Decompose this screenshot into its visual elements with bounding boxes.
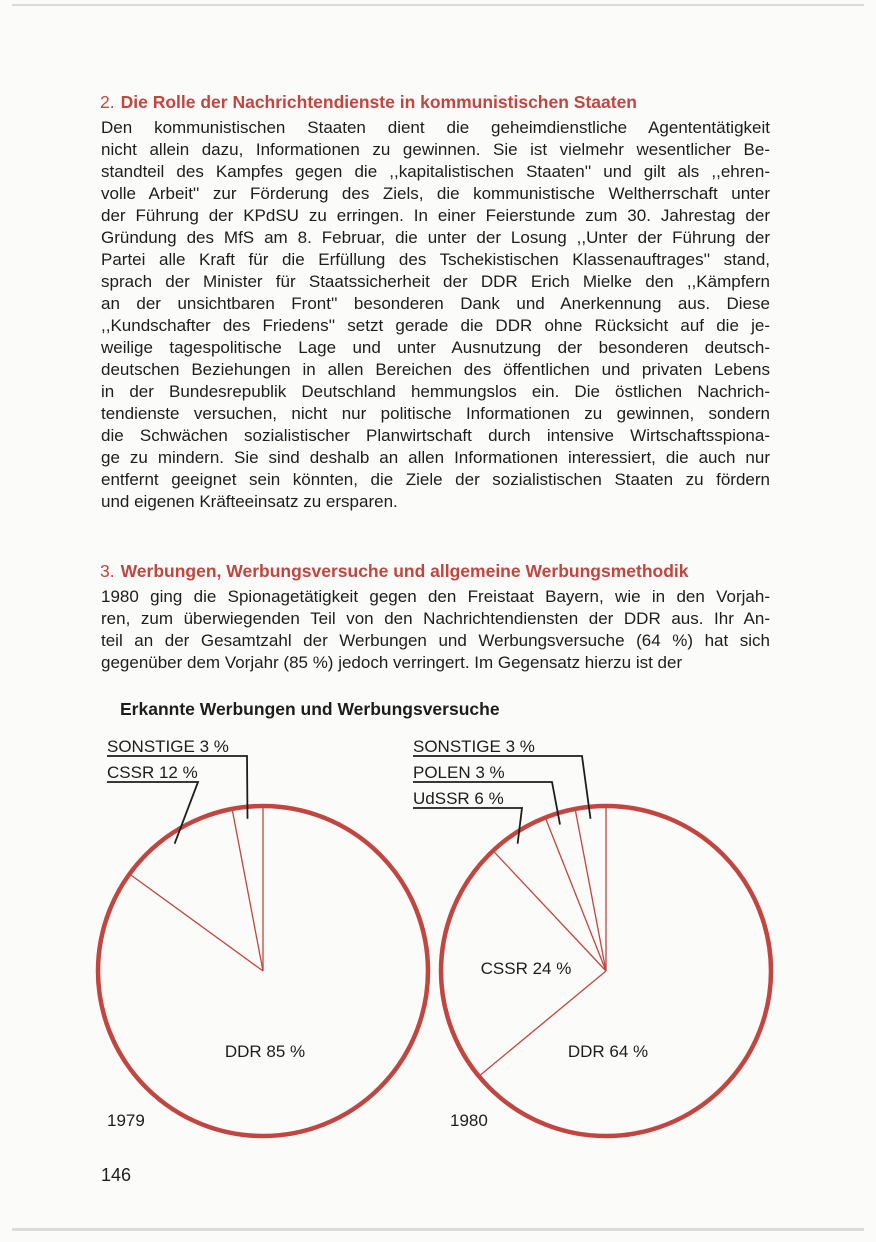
leader-line-cssr [107, 782, 198, 844]
chart-title: Erkannte Werbungen und Werbungsversuche [120, 699, 500, 719]
text-line: Gründung des MfS am 8. Februar, die unter der Losung ,,Unter der Führung der [101, 228, 770, 247]
text-line: gegenüber dem Vorjahr (85 %) jedoch verringert. Im Gegensatz hierzu ist der [101, 653, 683, 672]
chart-year-1980: 1980 [450, 1111, 488, 1130]
slice-label-sonstige: SONSTIGE 3 % [413, 737, 535, 756]
page-number: 146 [101, 1165, 132, 1185]
section-2-heading [100, 92, 780, 113]
text-line: und eigenen Kräfteeinsatz zu ersparen. [101, 492, 398, 511]
text-line: volle Arbeit'' zur Förderung des Ziels, die kommunistische Weltherrschaft unter [101, 184, 770, 203]
bottom-rule [12, 1228, 864, 1231]
text-line: sprach der Minister für Staatssicherheit der DDR Erich Mielke den ,,Kämpfern [101, 272, 770, 291]
text-line: in der Bundesrepublik Deutschland hemmungslos ein. Die östlichen Nachrich- [101, 382, 770, 401]
slice-cssr-edge [493, 851, 606, 971]
top-rule [12, 4, 864, 6]
text-line: deutschen Beziehungen in allen Bereichen des öffentlichen und privaten Lebens [101, 360, 770, 379]
section-3-number: 3. [100, 561, 115, 581]
slice-label-sonstige: SONSTIGE 3 % [107, 737, 229, 756]
text-line: an der unsichtbaren Front'' besonderen Dank und Anerkennung aus. Diese [101, 294, 770, 313]
slice-udssr-edge [545, 818, 606, 971]
text-line: teil an der Gesamtzahl der Werbungen und Werbungsversuche (64 %) hat sich [101, 631, 770, 650]
slice-label-cssr: CSSR 24 % [480, 959, 572, 978]
section-3-title: Werbungen, Werbungsversuche und allgemeine Werbungsmethodik [120, 561, 689, 581]
text-line: tendienste versuchen, nicht nur politische Informationen zu gewinnen, sondern [101, 404, 770, 423]
text-line: entfernt geeignet sein könnten, die Ziele der sozialistischen Staaten zu fördern [101, 470, 770, 489]
text-line: ,,Kundschafter des Friedens'' setzt gerade die DDR ohne Rücksicht auf die je- [101, 316, 770, 335]
slice-label-polen: POLEN 3 % [413, 763, 505, 782]
text-line: ge zu mindern. Sie sind deshalb an allen Informationen interessiert, die auch nur [101, 448, 770, 467]
slice-label-ddr: DDR 85 % [224, 1042, 306, 1061]
section-3-paragraph [101, 586, 770, 674]
text-line: die Schwächen sozialistischer Planwirtschaft durch intensive Wirtschaftsspiona- [101, 426, 770, 445]
pie-charts [0, 730, 876, 1150]
slice-ddr-edge [130, 874, 264, 971]
text-line: weilige tagespolitische Lage und unter Ausnutzung der besonderen deutsch- [101, 338, 770, 357]
text-line: ren, zum überwiegenden Teil von den Nachrichtendiensten der DDR aus. Ihr An- [101, 609, 770, 628]
slice-label-udssr: UdSSR 6 % [413, 789, 504, 808]
chart-year-1979: 1979 [107, 1111, 145, 1130]
section-3-heading [100, 561, 780, 582]
slice-polen-edge [575, 809, 606, 971]
text-line: Partei alle Kraft für die Erfüllung des Tschekistischen Klassenauftrages'' stand, [101, 250, 770, 269]
slice-label-ddr: DDR 64 % [567, 1042, 649, 1061]
text-line: Den kommunistischen Staaten dient die geheimdienstliche Agententätigkeit [101, 118, 770, 137]
slice-cssr-edge [232, 809, 263, 971]
text-line: 1980 ging die Spionagetätigkeit gegen den Freistaat Bayern, wie in den Vorjah- [101, 587, 770, 606]
slice-label-cssr: CSSR 12 % [107, 763, 198, 782]
text-line: nicht allein dazu, Informationen zu gewinnen. Sie ist vielmehr wesentlicher Be- [101, 140, 770, 159]
text-line: der Führung der KPdSU zu erringen. In einer Feierstunde zum 30. Jahrestag der [101, 206, 770, 225]
text-line: standteil des Kampfes gegen die ,,kapitalistischen Staaten'' und gilt als ,,ehren- [101, 162, 770, 181]
section-2-title: Die Rolle der Nachrichtendienste in kommunistischen Staaten [120, 92, 637, 112]
section-2-number: 2. [100, 92, 115, 112]
section-2-paragraph [101, 117, 770, 513]
